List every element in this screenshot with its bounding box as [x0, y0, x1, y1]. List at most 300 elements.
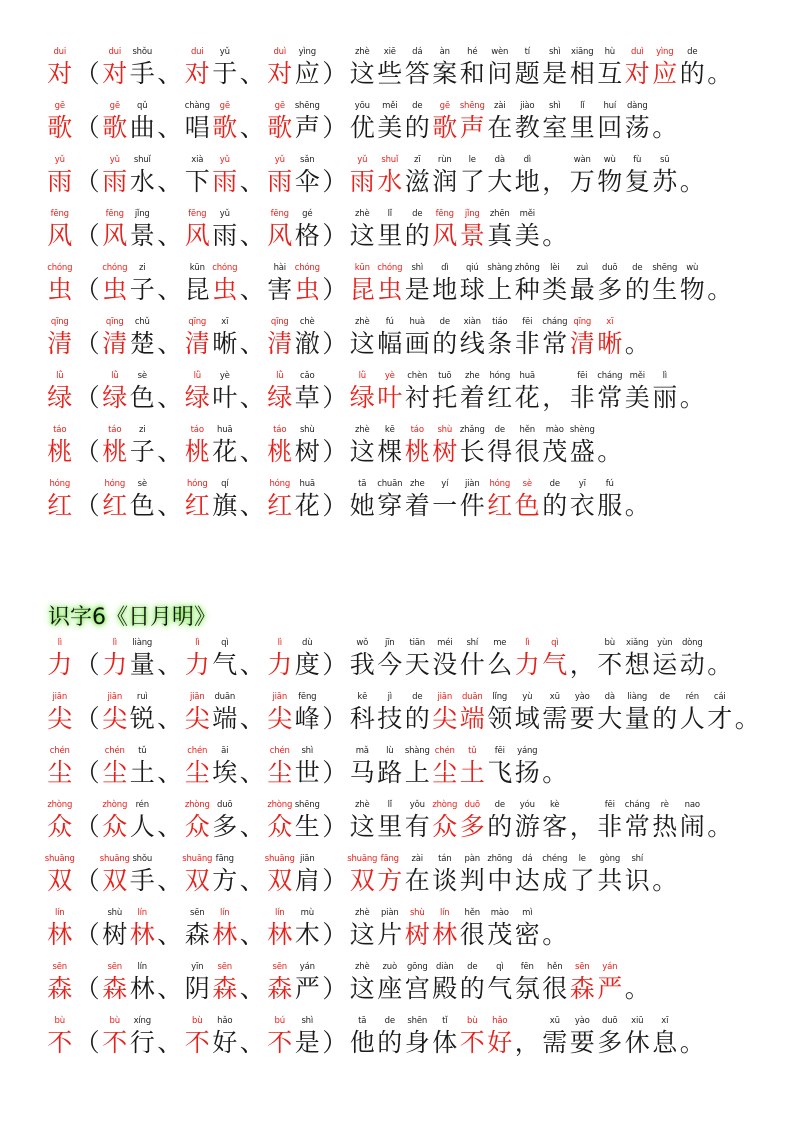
- char: [624, 638, 652, 681]
- hanzi: 红: [487, 491, 513, 520]
- hanzi: 、: [157, 812, 183, 841]
- highlighted-char: [349, 263, 377, 306]
- pinyin: huà: [409, 317, 425, 327]
- pinyin: sēn: [52, 962, 67, 972]
- char: [541, 854, 569, 897]
- hanzi: （: [74, 383, 100, 412]
- hanzi: 方: [377, 866, 403, 895]
- hanzi: 茂: [542, 437, 568, 466]
- hanzi: （: [74, 812, 100, 841]
- highlighted-char: [101, 371, 129, 414]
- char: [541, 155, 569, 198]
- char: [459, 854, 487, 897]
- pinyin: diàn: [435, 962, 454, 972]
- hanzi: 飞: [487, 758, 513, 787]
- char: [486, 800, 514, 843]
- hanzi: 件: [459, 491, 485, 520]
- char: [569, 692, 597, 735]
- pinyin: shēn: [407, 1016, 428, 1026]
- highlighted-char: [46, 962, 74, 1005]
- char: [624, 692, 652, 735]
- hanzi: 客: [542, 812, 568, 841]
- char: [486, 854, 514, 897]
- char: [156, 854, 184, 897]
- vocab-line: [46, 262, 734, 306]
- highlighted-char: [376, 371, 404, 414]
- char: [74, 908, 102, 951]
- hanzi: 球: [459, 275, 485, 304]
- char: [514, 962, 542, 1005]
- char: [74, 800, 102, 843]
- hanzi: 润: [432, 167, 458, 196]
- char: [294, 47, 322, 90]
- hanzi: 森: [267, 974, 293, 1003]
- pinyin: tā: [358, 1016, 367, 1026]
- hanzi: ）: [322, 650, 348, 679]
- pinyin: shǒu: [132, 854, 153, 864]
- char: [184, 962, 212, 1005]
- highlighted-char: [486, 1016, 514, 1059]
- pinyin: kē: [384, 425, 395, 435]
- pinyin: táo: [410, 425, 424, 435]
- highlighted-char: [266, 638, 294, 681]
- hanzi: 端: [459, 704, 485, 733]
- pinyin: chóng: [102, 263, 128, 273]
- pinyin: yī: [578, 479, 586, 489]
- char: [294, 101, 322, 144]
- char: [129, 746, 157, 789]
- hanzi: 要: [569, 704, 595, 733]
- char: [156, 800, 184, 843]
- highlighted-char: [101, 425, 129, 468]
- hanzi: 尘: [102, 758, 128, 787]
- char: [376, 209, 404, 252]
- pinyin: liàng: [627, 692, 648, 702]
- pinyin: hǎo: [217, 1016, 233, 1026]
- char: [156, 317, 184, 360]
- char: [74, 209, 102, 252]
- hanzi: 、: [157, 383, 183, 412]
- highlighted-char: [459, 1016, 487, 1059]
- pinyin: shù: [107, 908, 123, 918]
- hanzi: 尖: [267, 704, 293, 733]
- hanzi: 马: [349, 758, 375, 787]
- pinyin: zhè: [355, 47, 370, 57]
- char: [129, 47, 157, 90]
- hanzi: 力: [267, 650, 293, 679]
- highlighted-char: [46, 371, 74, 414]
- highlighted-char: [266, 47, 294, 90]
- highlighted-char: [266, 155, 294, 198]
- pinyin: rè: [660, 800, 669, 810]
- char: [321, 155, 349, 198]
- hanzi: 世: [294, 758, 320, 787]
- pinyin: gōng: [406, 962, 428, 972]
- pinyin: lín: [439, 908, 450, 918]
- pinyin: duì: [273, 47, 287, 57]
- pinyin: dui: [53, 47, 67, 57]
- hanzi: 虫: [47, 275, 73, 304]
- hanzi: 旗: [212, 491, 238, 520]
- pinyin: yǔ: [219, 155, 230, 165]
- char: [74, 1016, 102, 1059]
- char: [459, 479, 487, 522]
- highlighted-char: [459, 692, 487, 735]
- char: [294, 638, 322, 681]
- char: [569, 854, 597, 897]
- char: [431, 638, 459, 681]
- char: [129, 425, 157, 468]
- vocab-line: [46, 745, 569, 789]
- hanzi: 对: [102, 59, 128, 88]
- hanzi: 气: [487, 974, 513, 1003]
- char: [156, 908, 184, 951]
- pinyin: lín: [54, 908, 65, 918]
- hanzi: 多: [459, 812, 485, 841]
- pinyin: fēn: [520, 962, 534, 972]
- char: [651, 371, 679, 414]
- hanzi: 今: [377, 650, 403, 679]
- pinyin: zi: [139, 263, 146, 273]
- vocab-line: [46, 424, 624, 468]
- hanzi: 雨: [349, 167, 375, 196]
- pinyin: lǐ: [387, 209, 392, 219]
- highlighted-char: [266, 425, 294, 468]
- char: [596, 371, 624, 414]
- highlighted-char: [46, 425, 74, 468]
- hanzi: 双: [184, 866, 210, 895]
- char: [376, 479, 404, 522]
- pinyin: cháng: [624, 800, 650, 810]
- pinyin: yōu: [354, 101, 370, 111]
- char: [541, 425, 569, 468]
- pinyin: shēng: [459, 101, 485, 111]
- hanzi: 桃: [102, 437, 128, 466]
- hanzi: 、: [157, 329, 183, 358]
- hanzi: 格: [294, 221, 320, 250]
- char: [541, 317, 569, 360]
- hanzi: 美: [624, 383, 650, 412]
- hanzi: 对: [624, 59, 650, 88]
- char: [74, 638, 102, 681]
- pinyin: de: [687, 47, 698, 57]
- hanzi: 绿: [47, 383, 73, 412]
- hanzi: 的: [487, 812, 513, 841]
- hanzi: 子: [129, 275, 155, 304]
- hanzi: 需: [542, 1028, 568, 1057]
- pinyin: xū: [549, 692, 560, 702]
- hanzi: 衬: [404, 383, 430, 412]
- char: [294, 746, 322, 789]
- hanzi: 行: [129, 1028, 155, 1057]
- char: [129, 101, 157, 144]
- char: [239, 638, 267, 681]
- pinyin: fēng: [188, 209, 207, 219]
- hanzi: 清: [569, 329, 595, 358]
- pinyin: táo: [108, 425, 122, 435]
- pinyin: rùn: [437, 155, 452, 165]
- pinyin: huí: [603, 101, 617, 111]
- hanzi: 、: [157, 275, 183, 304]
- char: [596, 638, 624, 681]
- pinyin: yù: [522, 692, 533, 702]
- hanzi: （: [74, 704, 100, 733]
- pinyin: xī: [221, 317, 229, 327]
- pinyin: zhòng: [432, 800, 458, 810]
- char: [239, 263, 267, 306]
- hanzi: 科: [349, 704, 375, 733]
- char: [541, 263, 569, 306]
- vocab-line: [46, 799, 734, 843]
- char: [321, 962, 349, 1005]
- char: [569, 263, 597, 306]
- hanzi: 林: [47, 920, 73, 949]
- highlighted-char: [624, 47, 652, 90]
- pinyin: zhǎng: [459, 425, 485, 435]
- highlighted-char: [46, 638, 74, 681]
- pinyin: tán: [438, 854, 452, 864]
- char: [74, 854, 102, 897]
- hanzi: 雨: [212, 221, 238, 250]
- pinyin: shì: [411, 263, 424, 273]
- highlighted-char: [376, 155, 404, 198]
- char: [459, 47, 487, 90]
- char: [486, 155, 514, 198]
- hanzi: 风: [267, 221, 293, 250]
- hanzi: 答: [404, 59, 430, 88]
- pinyin: fēng: [105, 209, 124, 219]
- char: [679, 638, 707, 681]
- char: [541, 908, 569, 951]
- hanzi: ，: [514, 1028, 540, 1057]
- hanzi: 相: [569, 59, 595, 88]
- hanzi: 多: [597, 275, 623, 304]
- char: [239, 746, 267, 789]
- hanzi: 、: [239, 920, 265, 949]
- pinyin: shì: [548, 101, 561, 111]
- pinyin: hóng: [49, 479, 71, 489]
- char: [211, 692, 239, 735]
- char: [156, 47, 184, 90]
- hanzi: 这: [349, 59, 375, 88]
- highlighted-char: [211, 962, 239, 1005]
- char: [211, 1016, 239, 1059]
- hanzi: 雨: [47, 167, 73, 196]
- hanzi: 歌: [212, 113, 238, 142]
- hanzi: 的: [432, 329, 458, 358]
- hanzi: 尘: [47, 758, 73, 787]
- char: [376, 425, 404, 468]
- char: [74, 746, 102, 789]
- hanzi: 非: [514, 329, 540, 358]
- char: [624, 479, 652, 522]
- hanzi: 万: [569, 167, 595, 196]
- hanzi: 共: [597, 866, 623, 895]
- char: [624, 854, 652, 897]
- pinyin: zhòng: [47, 800, 73, 810]
- pinyin: mào: [490, 908, 509, 918]
- char: [486, 47, 514, 90]
- vocab-line: [46, 46, 734, 90]
- highlighted-char: [266, 1016, 294, 1059]
- highlighted-char: [349, 371, 377, 414]
- highlighted-char: [431, 101, 459, 144]
- hanzi: 域: [514, 704, 540, 733]
- char: [624, 1016, 652, 1059]
- pinyin: yǔ: [357, 155, 368, 165]
- char: [459, 908, 487, 951]
- hanzi: 氛: [514, 974, 540, 1003]
- char: [596, 101, 624, 144]
- char: [541, 692, 569, 735]
- hanzi: 色: [514, 491, 540, 520]
- pinyin: kē: [357, 692, 368, 702]
- hanzi: 物: [597, 167, 623, 196]
- char: [596, 692, 624, 735]
- hanzi: 。: [542, 221, 568, 250]
- hanzi: ）: [322, 758, 348, 787]
- hanzi: 红: [184, 491, 210, 520]
- hanzi: 、: [239, 1028, 265, 1057]
- char: [321, 854, 349, 897]
- hanzi: 是: [542, 59, 568, 88]
- pinyin: hóng: [186, 479, 208, 489]
- char: [239, 317, 267, 360]
- char: [156, 746, 184, 789]
- pinyin: zī: [414, 155, 421, 165]
- hanzi: 息: [652, 1028, 678, 1057]
- vocab-line: [46, 316, 651, 360]
- char: [624, 317, 652, 360]
- pinyin: yè: [219, 371, 230, 381]
- hanzi: 昆: [349, 275, 375, 304]
- hanzi: 尘: [267, 758, 293, 787]
- char: [651, 638, 679, 681]
- hanzi: 生: [652, 275, 678, 304]
- pinyin: yào: [574, 692, 590, 702]
- hanzi: 这: [349, 920, 375, 949]
- hanzi: 红: [487, 383, 513, 412]
- hanzi: 曲: [129, 113, 155, 142]
- char: [376, 638, 404, 681]
- pinyin: de: [412, 209, 423, 219]
- pinyin: hóng: [489, 371, 511, 381]
- pinyin: zhǒng: [514, 263, 540, 273]
- pinyin: yǔ: [219, 47, 230, 57]
- char: [459, 263, 487, 306]
- hanzi: 雨: [267, 167, 293, 196]
- char: [74, 263, 102, 306]
- char: [74, 425, 102, 468]
- pinyin: shì: [301, 1016, 314, 1026]
- hanzi: 土: [459, 758, 485, 787]
- hanzi: 应: [652, 59, 678, 88]
- hanzi: 宫: [404, 974, 430, 1003]
- pinyin: rén: [685, 692, 699, 702]
- pinyin: bù: [467, 1016, 478, 1026]
- hanzi: 双: [102, 866, 128, 895]
- pinyin: lín: [274, 908, 285, 918]
- pinyin: zài: [411, 854, 423, 864]
- char: [211, 317, 239, 360]
- hanzi: 盛: [569, 437, 595, 466]
- char: [129, 155, 157, 198]
- pinyin: chén: [434, 746, 455, 756]
- hanzi: 谈: [432, 866, 458, 895]
- pinyin: chóng: [377, 263, 403, 273]
- highlighted-char: [129, 908, 157, 951]
- char: [321, 425, 349, 468]
- hanzi: 对: [184, 59, 210, 88]
- hanzi: 双: [349, 866, 375, 895]
- pinyin: hé: [467, 47, 478, 57]
- vocab-line: [46, 208, 569, 252]
- hanzi: ）: [322, 167, 348, 196]
- pinyin: dà: [604, 692, 615, 702]
- highlighted-char: [211, 908, 239, 951]
- hanzi: 、: [157, 920, 183, 949]
- hanzi: 树: [102, 920, 128, 949]
- hanzi: 物: [679, 275, 705, 304]
- pinyin: bù: [192, 1016, 203, 1026]
- highlighted-char: [46, 317, 74, 360]
- pinyin: bù: [109, 1016, 120, 1026]
- pinyin: shuāng: [347, 854, 378, 864]
- hanzi: ）: [322, 974, 348, 1003]
- pinyin: gē: [54, 101, 65, 111]
- hanzi: 双: [47, 866, 73, 895]
- char: [376, 962, 404, 1005]
- highlighted-char: [294, 263, 322, 306]
- pinyin: yè: [384, 371, 395, 381]
- hanzi: 没: [432, 650, 458, 679]
- highlighted-char: [101, 1016, 129, 1059]
- highlighted-char: [651, 47, 679, 90]
- char: [321, 908, 349, 951]
- hanzi: 、: [157, 758, 183, 787]
- char: [184, 101, 212, 144]
- char: [294, 317, 322, 360]
- hanzi: 绿: [184, 383, 210, 412]
- pinyin: qì: [496, 962, 504, 972]
- hanzi: 、: [239, 650, 265, 679]
- hanzi: 森: [569, 974, 595, 1003]
- hanzi: 问: [487, 59, 513, 88]
- hanzi: ）: [322, 920, 348, 949]
- char: [129, 692, 157, 735]
- char: [211, 209, 239, 252]
- pinyin: jiān: [299, 854, 315, 864]
- highlighted-char: [184, 47, 212, 90]
- char: [624, 962, 652, 1005]
- char: [486, 263, 514, 306]
- pinyin: lì: [525, 638, 530, 648]
- hanzi: 虫: [102, 275, 128, 304]
- pinyin: sū: [660, 155, 670, 165]
- pinyin: cái: [713, 692, 726, 702]
- hanzi: 、: [239, 974, 265, 1003]
- highlighted-char: [101, 479, 129, 522]
- pinyin: cháng: [597, 371, 623, 381]
- pinyin: chéng: [542, 854, 568, 864]
- pinyin: gē: [109, 101, 120, 111]
- hanzi: 风: [184, 221, 210, 250]
- hanzi: 景: [459, 221, 485, 250]
- hanzi: 。: [624, 974, 650, 1003]
- pinyin: xíng: [133, 1016, 151, 1026]
- pinyin: wù: [603, 155, 616, 165]
- char: [624, 800, 652, 843]
